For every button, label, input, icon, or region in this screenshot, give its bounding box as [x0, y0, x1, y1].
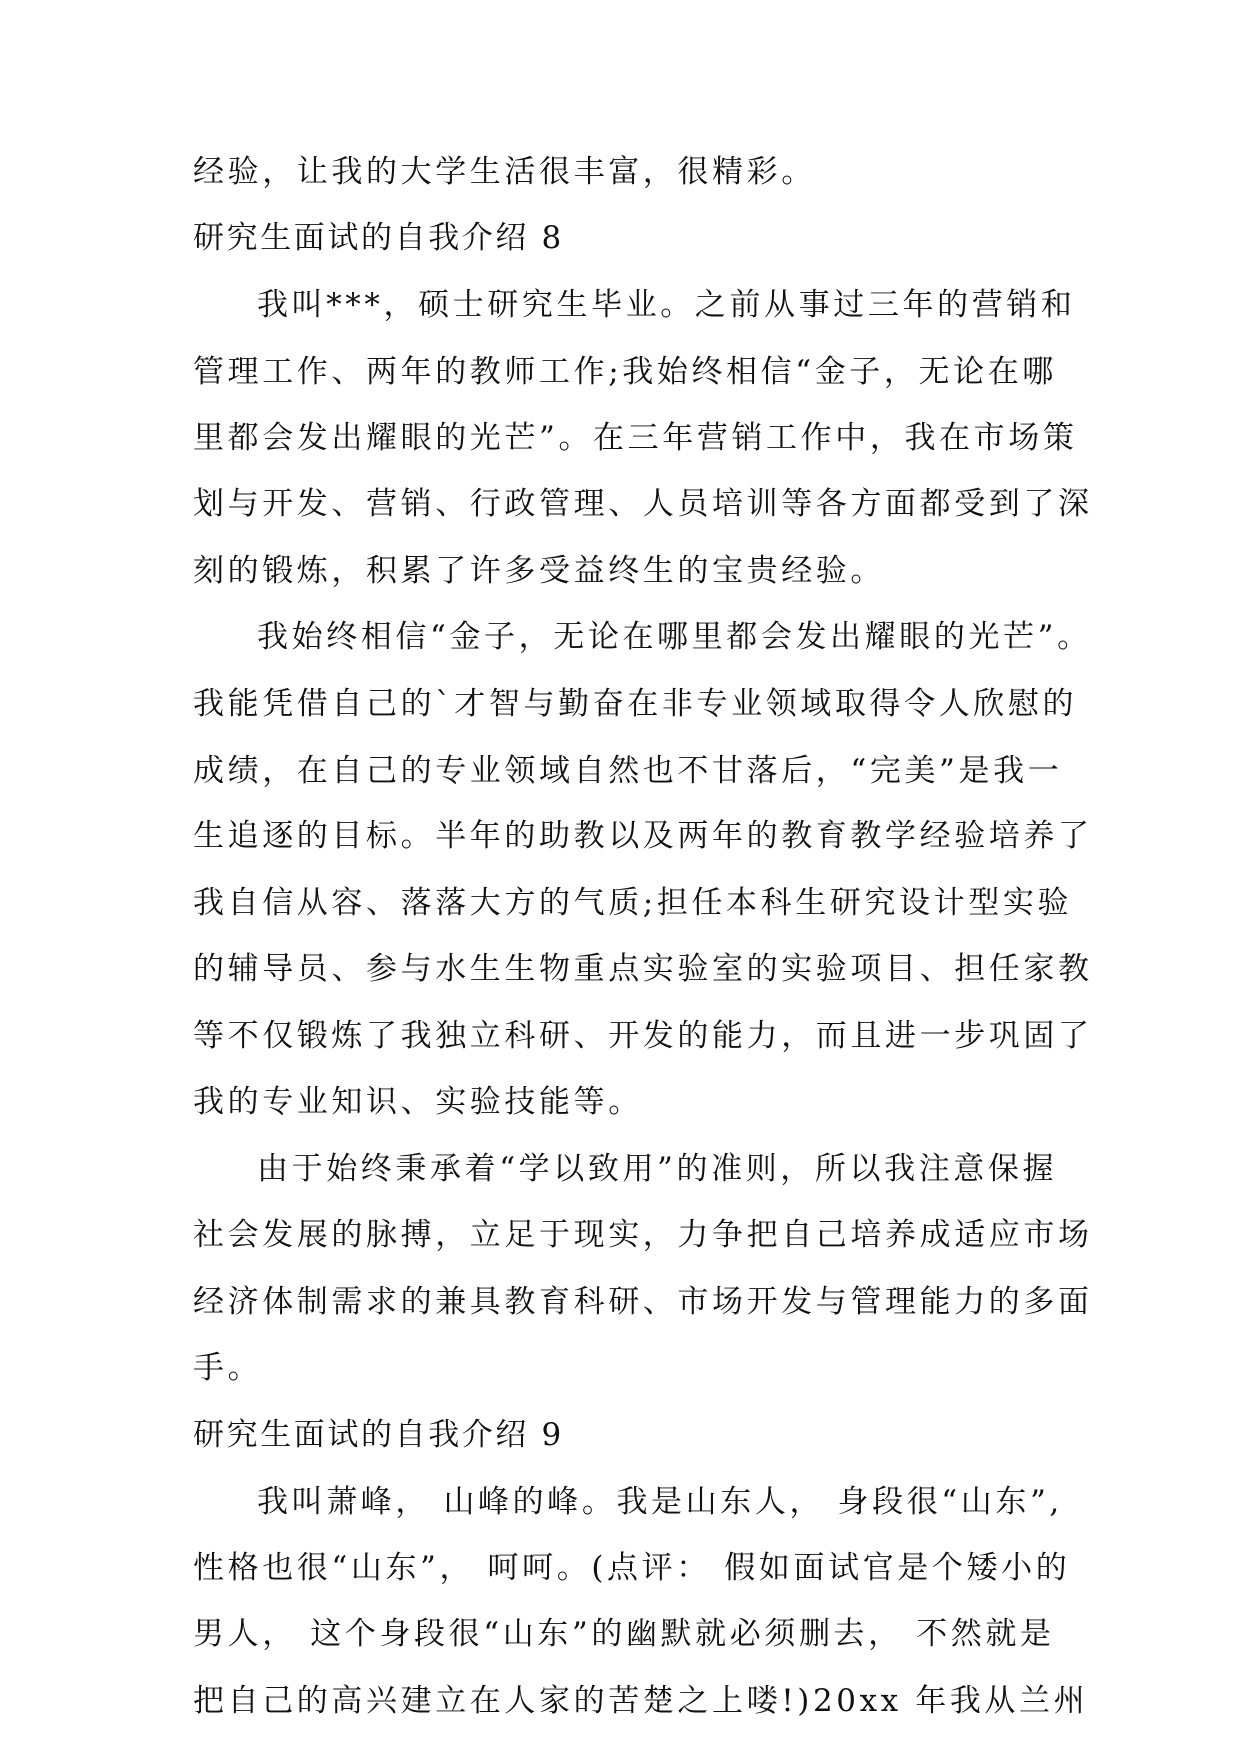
paragraph-line: 男人， 这个身段很“山东”的幽默就必须删去， 不然就是: [193, 1616, 1055, 1652]
paragraph-line: 经验，让我的大学生活很丰富，很精彩。: [193, 154, 816, 190]
paragraph-line: 我能凭借自己的`才智与勤奋在非专业领域取得令人欣慰的: [193, 686, 1078, 722]
paragraph-line: 由于始终秉承着“学以致用”的准则，所以我注意保握: [257, 1151, 1058, 1187]
paragraph-line: 划与开发、营销、行政管理、人员培训等各方面都受到了深: [193, 486, 1093, 522]
paragraph-line: 等不仅锻炼了我独立科研、开发的能力，而且进一步巩固了: [193, 1018, 1093, 1054]
paragraph-line: 我的专业知识、实验技能等。: [193, 1084, 643, 1120]
paragraph-line: 成绩，在自己的专业领域自然也不甘落后，“完美”是我一: [193, 753, 1063, 789]
paragraph-line: 性格也很“山东”， 呵呵。(点评： 假如面试官是个矮小的: [193, 1550, 1071, 1586]
paragraph-line: 社会发展的脉搏，立足于现实，力争把自己培养成适应市场: [193, 1217, 1093, 1253]
section-heading: 研究生面试的自我介绍 9: [193, 1417, 564, 1453]
paragraph-line: 我自信从容、落落大方的气质;担任本科生研究设计型实验: [193, 885, 1073, 921]
paragraph-line: 把自己的高兴建立在人家的苦楚之上喽!)20xx 年我从兰州: [193, 1683, 1089, 1719]
paragraph-line: 生追逐的目标。半年的助教以及两年的教育教学经验培养了: [193, 818, 1093, 854]
paragraph-line: 里都会发出耀眼的光芒”。在三年营销工作中，我在市场策: [193, 420, 1078, 456]
section-heading: 研究生面试的自我介绍 8: [193, 220, 564, 256]
paragraph-line: 我叫***，硕士研究生毕业。之前从事过三年的营销和: [257, 287, 1076, 323]
paragraph-line: 我始终相信“金子，无论在哪里都会发出耀眼的光芒”。: [257, 619, 1092, 655]
paragraph-line: 经济体制需求的兼具教育科研、市场开发与管理能力的多面: [193, 1284, 1093, 1320]
paragraph-line: 管理工作、两年的教师工作;我始终相信“金子，无论在哪: [193, 354, 1057, 390]
paragraph-line: 我叫萧峰， 山峰的峰。我是山东人， 身段很“山东”,: [257, 1484, 1063, 1520]
paragraph-line: 刻的锻炼，积累了许多受益终生的宝贵经验。: [193, 553, 885, 589]
paragraph-line: 手。: [193, 1350, 263, 1386]
paragraph-line: 的辅导员、参与水生生物重点实验室的实验项目、担任家教: [193, 951, 1093, 987]
